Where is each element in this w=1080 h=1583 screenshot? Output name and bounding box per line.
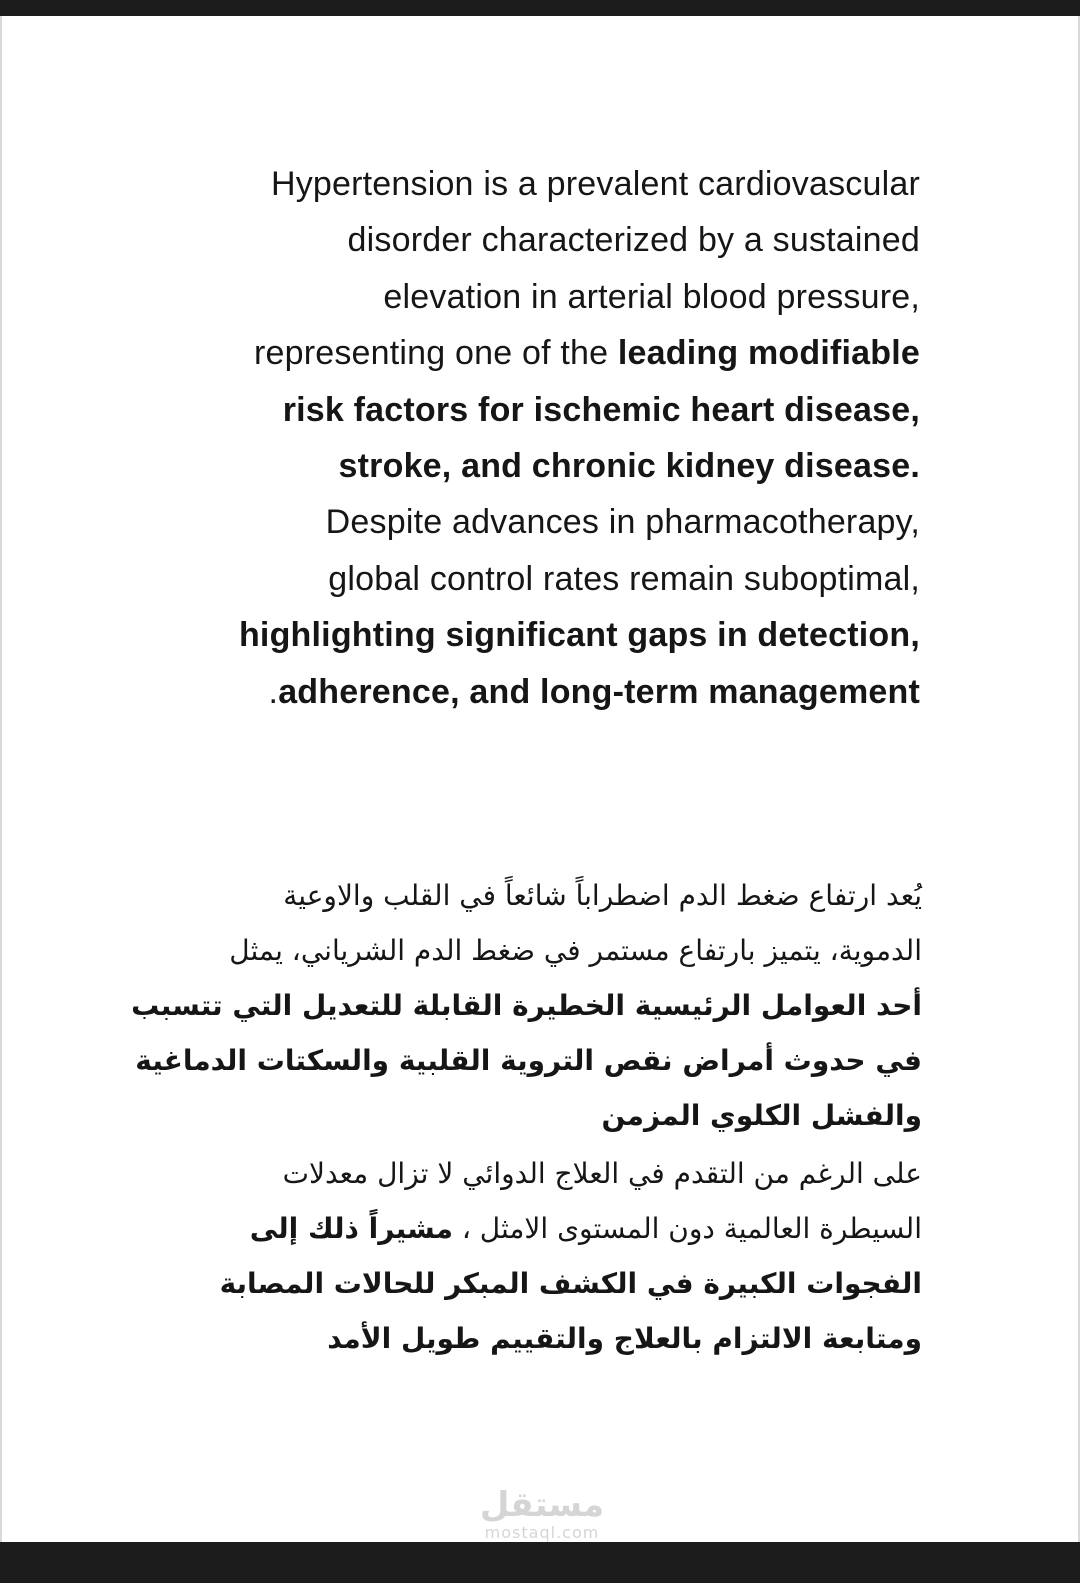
- english-line: stroke, and chronic kidney disease.: [338, 447, 920, 486]
- english-line: Despite advances in pharmacotherapy,: [325, 503, 920, 542]
- english-paragraph: [170, 156, 920, 720]
- arabic-line: ومتابعة الالتزام بالعلاج والتقييم طويل الأمد: [327, 1322, 922, 1355]
- arabic-line: الدموية، يتميز بارتفاع مستمر في ضغط الدم الشرياني، يمثل: [229, 934, 922, 967]
- arabic-line: على الرغم من التقدم في العلاج الدوائي لا تزال معدلات: [282, 1157, 922, 1190]
- english-line: highlighting significant gaps in detection,: [238, 616, 920, 655]
- watermark-logo: مستقل: [479, 1485, 605, 1525]
- arabic-line: الفجوات الكبيرة في الكشف المبكر للحالات المصابة: [219, 1267, 922, 1300]
- arabic-paragraph-2: [152, 1146, 922, 1366]
- arabic-line: في حدوث أمراض نقص التروية القلبية والسكتات الدماغية: [135, 1044, 922, 1077]
- arabic-line: والفشل الكلوي المزمن: [601, 1099, 922, 1132]
- arabic-line: أحد العوامل الرئيسية الخطيرة القابلة للتعديل التي تتسبب: [131, 989, 922, 1022]
- english-line: Hypertension is a prevalent cardiovascular: [270, 165, 920, 203]
- watermark-url: mostaql.com: [484, 1523, 600, 1542]
- english-line: global control rates remain suboptimal,: [328, 559, 920, 598]
- document-page: [0, 16, 1080, 1542]
- english-line: elevation in arterial blood pressure,: [383, 277, 920, 316]
- arabic-paragraph-1: [131, 868, 922, 1143]
- english-line: .adherence, and long-term management: [268, 672, 920, 711]
- arabic-line: يُعد ارتفاع ضغط الدم اضطراباً شائعاً في القلب والاوعية: [283, 879, 922, 912]
- english-line: disorder characterized by a sustained: [347, 221, 920, 260]
- mostaql-watermark: [472, 1486, 612, 1542]
- arabic-line: السيطرة العالمية دون المستوى الامثل ، مشيراً ذلك إلى: [249, 1212, 922, 1245]
- english-line: representing one of the leading modifiable: [253, 334, 920, 373]
- english-line: risk factors for ischemic heart disease,: [282, 390, 920, 429]
